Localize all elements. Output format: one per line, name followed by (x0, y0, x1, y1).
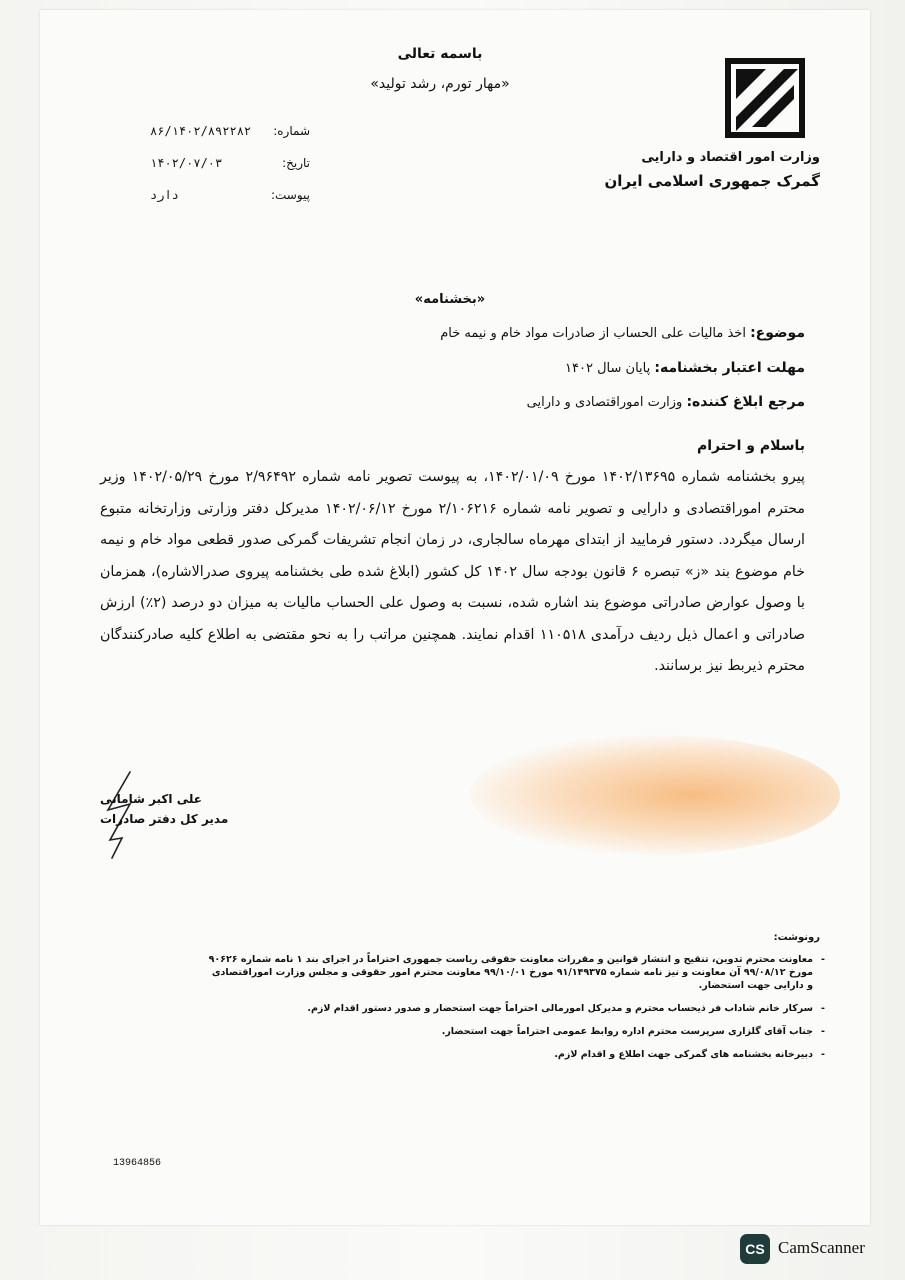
cc-item: - سرکار خانم شاداب فر ذیحساب محترم و مدیرکل امورمالی احتراماً جهت استحضار و صدور دستور اقدام لازم. (205, 1002, 825, 1015)
attachment-label: پیوست: (270, 188, 310, 202)
subject-field (400, 325, 805, 341)
signer-title: مدیر کل دفتر صادرات (100, 812, 229, 826)
attachment-value: دارد (150, 188, 179, 202)
validity-field (400, 360, 805, 376)
subject-value: اخذ مالیات علی الحساب از صادرات مواد خام و نیمه خام (440, 326, 746, 341)
number-value: ۸۶/۱۴۰۲/۸۹۲۲۸۲ (150, 124, 252, 138)
document-id: 13964856 (113, 1158, 162, 1169)
number-label: شماره: (273, 124, 310, 138)
signer-name: علی اکبر شامانی (100, 792, 202, 806)
customs-name: گمرک جمهوری اسلامی ایران (604, 172, 820, 190)
number-row (150, 124, 310, 138)
cc-list (205, 953, 825, 1071)
validity-label: مهلت اعتبار بخشنامه: (654, 360, 805, 376)
cc-item: - دبیرخانه بخشنامه های گمرکی جهت اطلاع و اقدام لازم. (205, 1048, 825, 1061)
authority-field (400, 394, 805, 410)
camscanner-logo-icon: CS (740, 1234, 770, 1264)
cc-item: - جناب آقای گلزاری سرپرست محترم اداره روابط عمومی احتراماً جهت استحضار. (205, 1025, 825, 1038)
body-paragraph: پیرو بخشنامه شماره ۱۴۰۲/۱۳۶۹۵ مورخ ۱۴۰۲/۰۱/۰۹، به پیوست تصویر نامه شماره ۲/۹۶۴۹۲ مورخ ۱۴۰۲/۰۵/۲۹ وزیر محترم اموراقتصادی و دارایی و تصویر نامه شماره ۲/۱۰۶۲۱۶ مورخ ۱۴۰۲/۰۶/۱۲ مدیرکل دفتر وزارتی وزارتخانه متبوع ارسال میگردد. دستور فرمایید از ابتدای مهرماه سالجاری، در زمان انجام تشریفات گمرکی صدور قطعی مواد خام و نیمه خام موضوع بند «ز» تبصره ۶ قانون بودجه سال ۱۴۰۲ کل کشور (ابلاغ شده طی بخشنامه پیروی صدرالاشاره)، همزمان با وصول عوارض صادراتی موضوع بند اشاره شده، نسبت به وصول علی الحساب مالیات به میزان دو درصد (۲٪) ارزش صادراتی و اعمال ذیل ردیف درآمدی ۱۱۰۵۱۸ اقدام نمایند. همچنین مراتب را به نحو مقتضی به اطلاع کلیه صادرکنندگان محترم ذیربط نیز برسانند. (100, 469, 805, 674)
ministry-name: وزارت امور اقتصاد و دارایی (641, 150, 820, 165)
camscanner-watermark: CamScanner (778, 1238, 865, 1257)
authority-value: وزارت اموراقتصادی و دارایی (526, 395, 683, 410)
circular-title: «بخشنامه» (414, 292, 486, 307)
authority-label: مرجع ابلاغ کننده: (686, 394, 805, 410)
attachment-row (150, 188, 310, 202)
date-row (150, 156, 310, 170)
greeting: باسلام و احترام (697, 438, 805, 454)
date-value: ۱۴۰۲/۰۷/۰۳ (150, 156, 223, 170)
cc-heading: رونوشت: (773, 932, 820, 943)
cc-item: - معاونت محترم تدوین، تنقیح و انتشار قوانین و مقررات معاونت حقوقی ریاست جمهوری احتراماً در اجرای بند ۱ نامه شماره ۹۰۶۲۶ مورخ ۹۹/۰۸/۱۲ آن معاونت و نیز نامه شماره ۹۱/۱۴۹۳۷۵ مورخ ۹۹/۱۰/۰۱ معاونت محترم امور حقوقی و مجلس وزارت اموراقتصادی و دارایی جهت استحضار. (205, 953, 825, 992)
invocation: باسمه تعالی (397, 46, 483, 62)
motto: «مهار تورم، رشد تولید» (370, 76, 510, 92)
orange-stain (470, 735, 840, 855)
customs-emblem-icon (722, 55, 808, 141)
subject-label: موضوع: (750, 325, 805, 341)
validity-value: پایان سال ۱۴۰۲ (565, 361, 651, 376)
date-label: تاریخ: (282, 156, 310, 170)
